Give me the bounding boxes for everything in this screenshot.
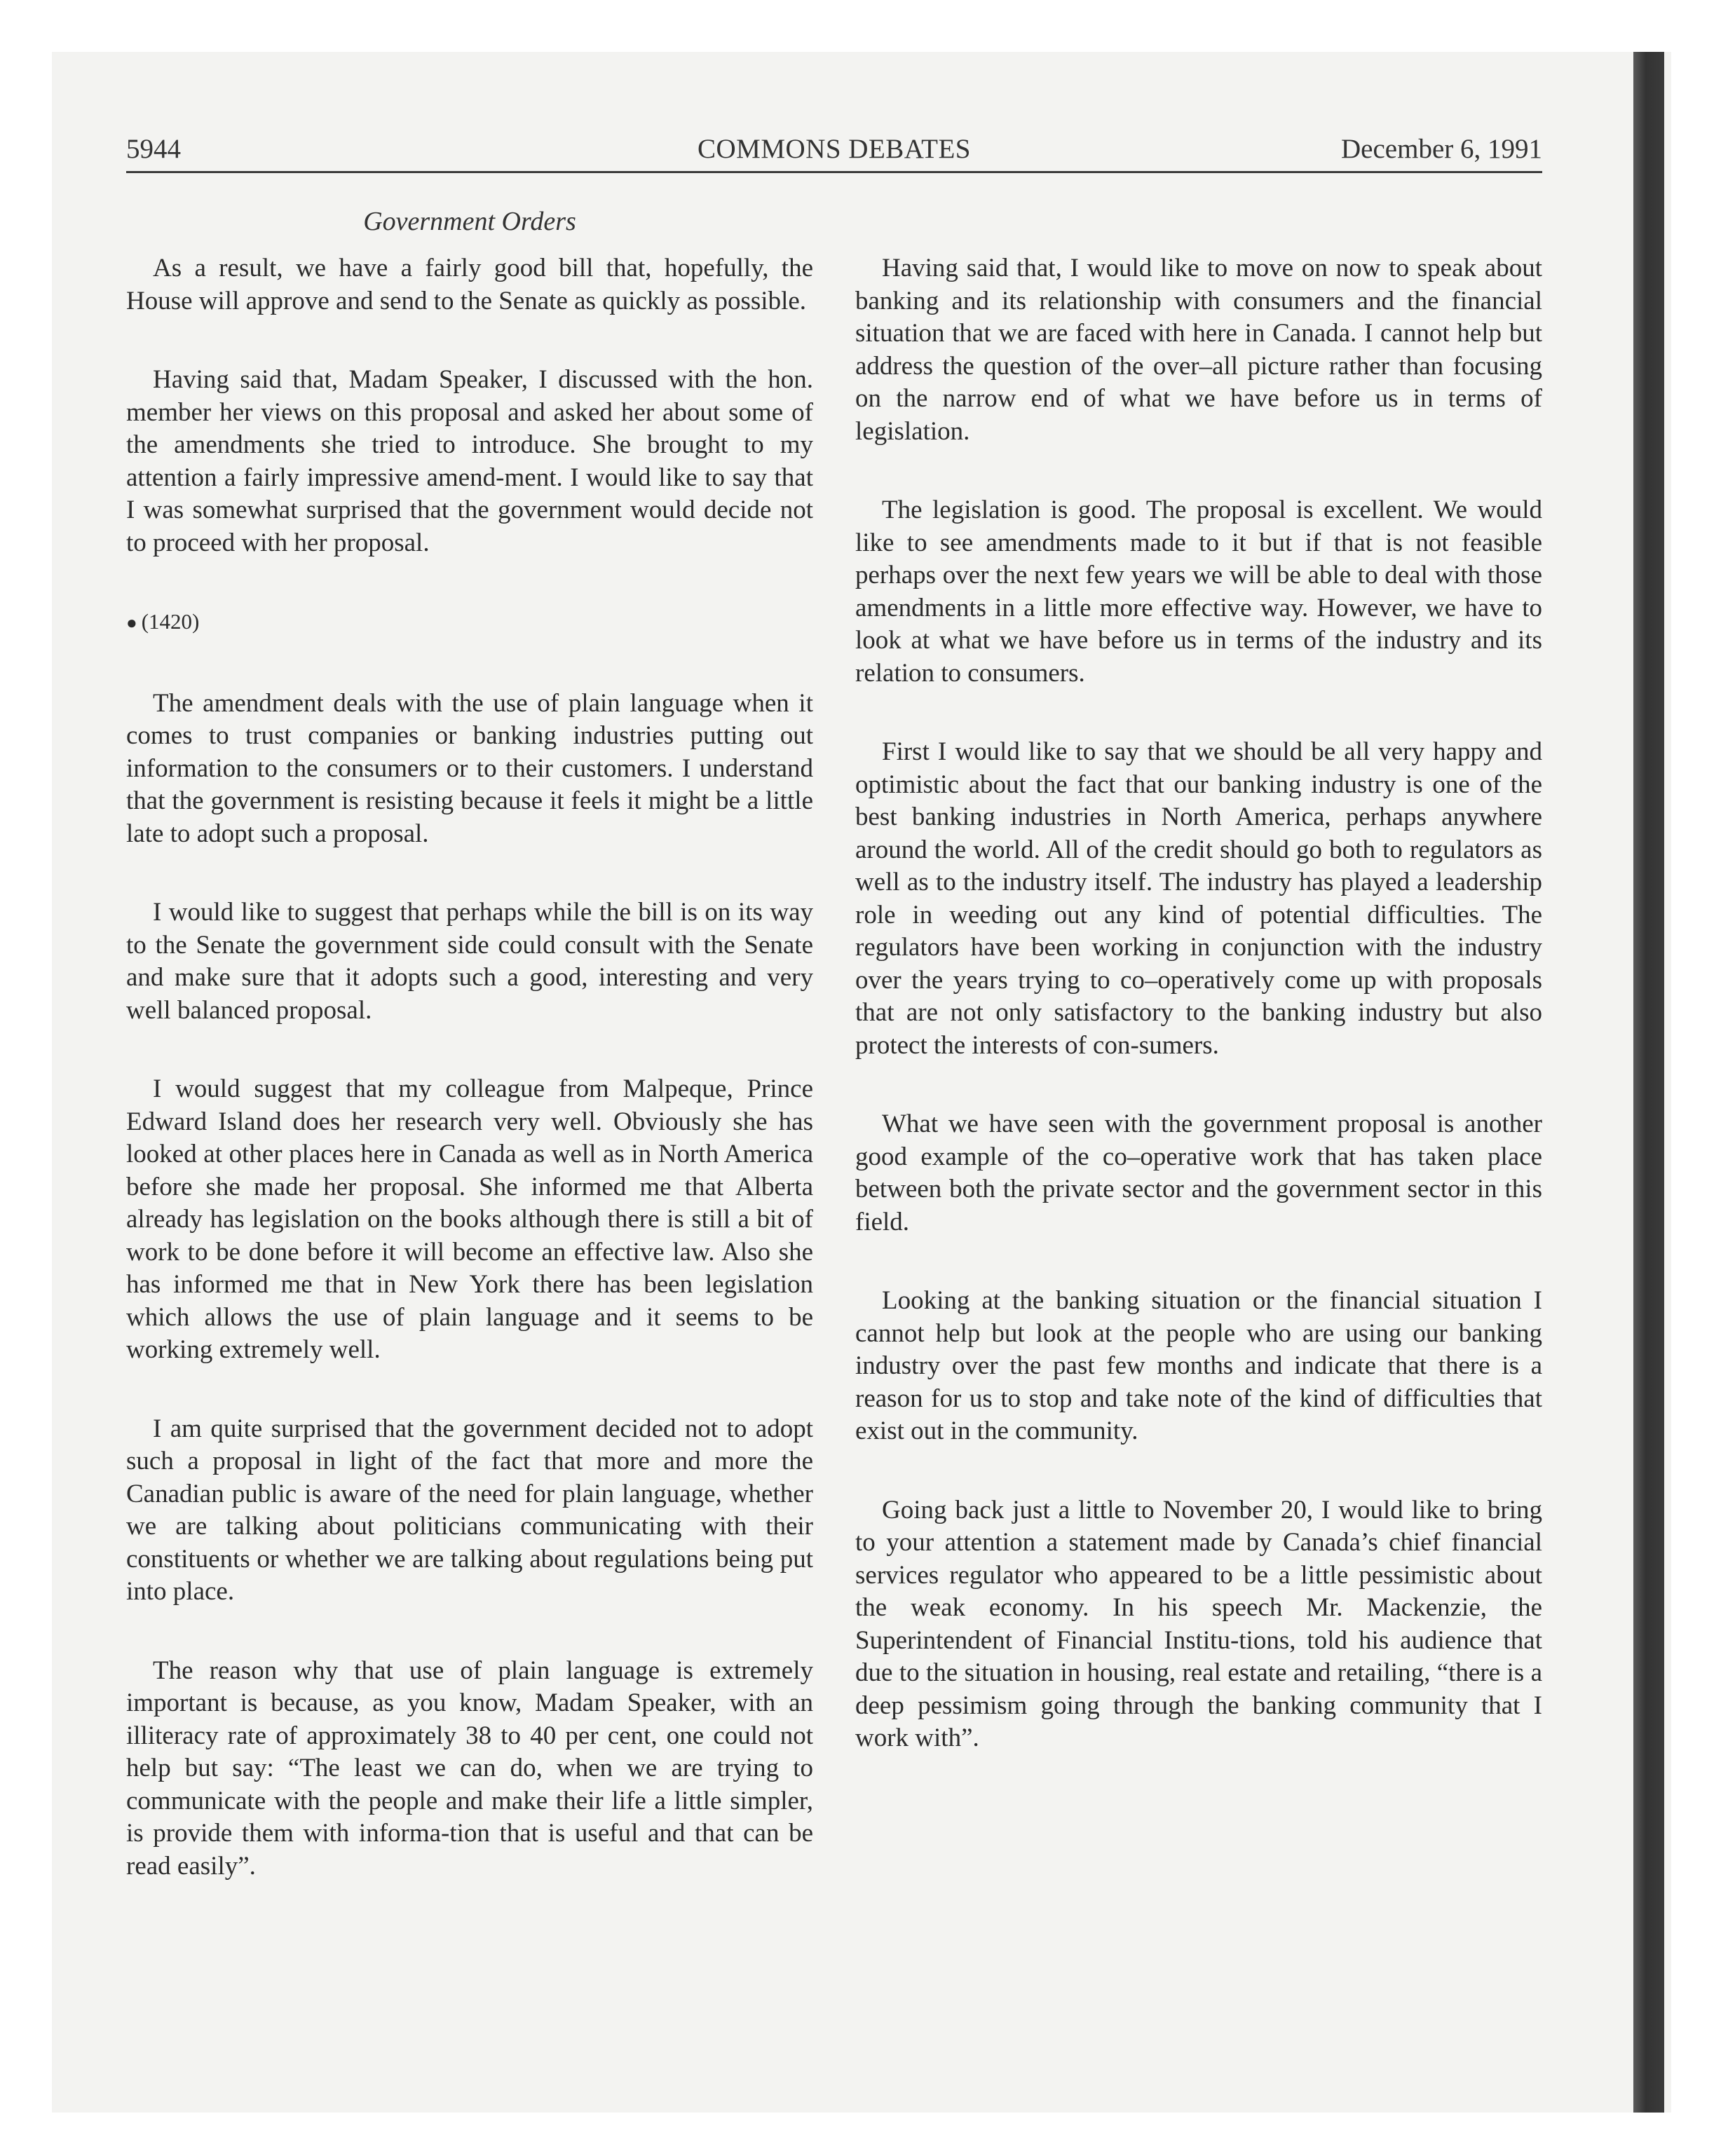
paragraph: I am quite surprised that the government decided not to adopt such a proposal in light of the fact that more and more the Canadian public is aware of the need for plain language, whether we are talking about politicians communicating with their constituents or whether we are talking about regulations being put into place. xyxy=(126,1414,813,1606)
paragraph: The reason why that use of plain language is extremely important is because, as you know, Madam Speaker, with an illiteracy rate of approximately 38 to 40 per cent, one could not help but say: “The least we can do, when we are trying to communicate with the people and make their life a little simpler, is provide them with informa-tion that is useful and that can be read easily”. xyxy=(126,1656,813,1881)
left-column xyxy=(126,252,813,1929)
right-column xyxy=(855,252,1542,1801)
section-title: Government Orders xyxy=(363,207,576,236)
page-number: 5944 xyxy=(126,134,181,164)
header-rule xyxy=(126,171,1542,173)
paragraph: Going back just a little to November 20, I would like to bring to your attention a statement made by Canada’s chief financial services regulator who appeared to be a little pessimistic about the weak economy. In his speech Mr. Mackenzie, the Superintendent of Financial Institu-tions, told his audience that due to the situation in housing, real estate and retailing, “there is a deep pessimism going through the banking community that I work with”. xyxy=(855,1495,1542,1752)
paragraph: Having said that, Madam Speaker, I discussed with the hon. member her views on this proposal and asked her about some of the amendments she tried to introduce. She brought to my attention a fairly impressive amend-ment. I would like to say that I was somewhat surprised that the government would decide not to proceed with her proposal. xyxy=(126,365,813,557)
publication-date: December 6, 1991 xyxy=(1341,134,1542,164)
paragraph: The amendment deals with the use of plain language when it comes to trust companies or banking industries putting out information to the consumers or to their customers. I understand that the government is resisting because it feels it might be a little late to adopt such a proposal. xyxy=(126,688,813,848)
paragraph: I would suggest that my colleague from Malpeque, Prince Edward Island does her research very well. Obviously she has looked at other places here in Canada as well as in North America before she made her proposal. She informed me that Alberta already has legislation on the books although there is still a bit of work to be done before it will become an effective law. Also she has informed me that in New York there has been legislation which allows the use of plain language and it seems to be working extremely well. xyxy=(126,1074,813,1364)
timestamp-marker xyxy=(126,606,813,640)
paragraph: The legislation is good. The proposal is excellent. We would like to see amendments made to it but if that is not feasible perhaps over the next few years we will be able to deal with those amendments in a little more effective way. However, we have to look at what we have before us in terms of the industry and its relation to consumers. xyxy=(855,496,1542,688)
paragraph: Looking at the banking situation or the financial situation I cannot help but look at the people who are using our banking industry over the past few months and indicate that there is a reason for us to stop and take note of the kind of difficulties that exist out in the community. xyxy=(855,1286,1542,1445)
paragraph: Having said that, I would like to move on now to speak about banking and its relationship with consumers and the financial situation that we are faced with here in Canada. I cannot help but address the question of the over–all picture rather than focusing on the narrow end of what we have before us in terms of legislation. xyxy=(855,254,1542,446)
publication-title: COMMONS DEBATES xyxy=(698,134,971,164)
paragraph: I would like to suggest that perhaps while the bill is on its way to the Senate the government side could consult with the Senate and make sure that it adopts such a good, interesting and very well balanced proposal. xyxy=(126,898,813,1025)
paragraph: What we have seen with the government proposal is another good example of the co–operative work that has taken place between both the private sector and the government sector in this field. xyxy=(855,1110,1542,1236)
paragraph: As a result, we have a fairly good bill that, hopefully, the House will approve and send to the Senate as quickly as possible. xyxy=(126,254,813,315)
bullet-icon: ● xyxy=(126,613,137,633)
timestamp-text: (1420) xyxy=(141,609,200,634)
scan-edge-shadow xyxy=(1633,52,1664,2113)
page-header xyxy=(126,133,1542,174)
paragraph: First I would like to say that we should be all very happy and optimistic about the fact that our banking industry is one of the best banking industries in North America, perhaps anywhere around the world. All of the credit should go both to regulators as well as to the industry itself. The industry has played a leadership role in weeding out any kind of potential difficulties. The regulators have been working in conjunction with the industry over the years trying to co–operatively come up with proposals that are not only satisfactory to the banking industry but also protect the interests of con-sumers. xyxy=(855,737,1542,1060)
